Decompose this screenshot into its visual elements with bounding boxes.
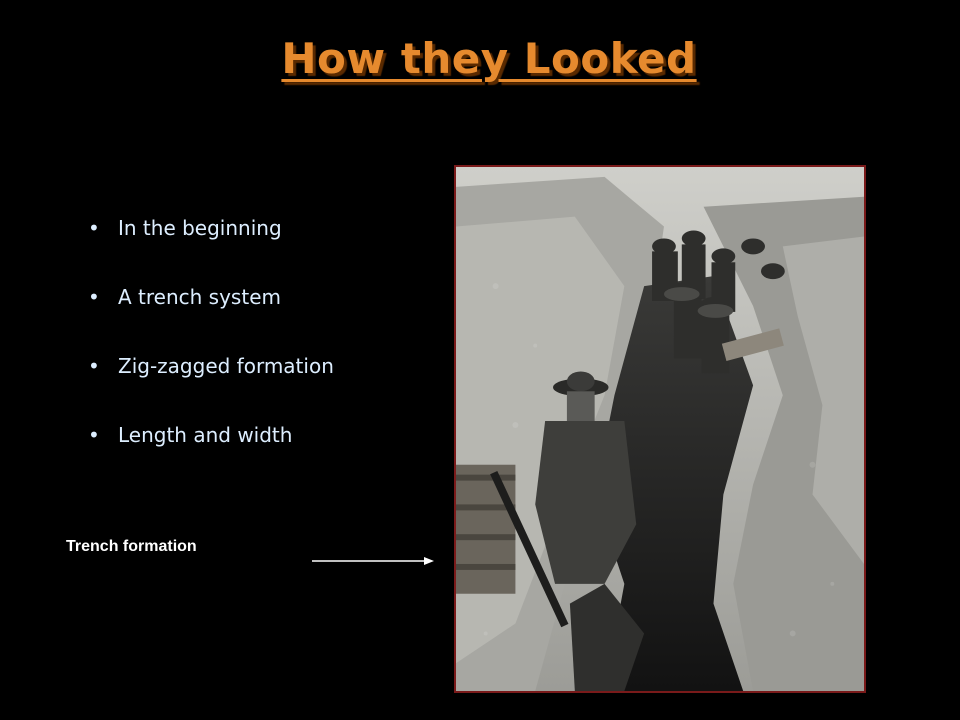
bullet-dot-icon: • xyxy=(88,423,100,447)
bullet-text: Length and width xyxy=(118,423,293,447)
bullet-item xyxy=(88,210,334,279)
bullet-text: In the beginning xyxy=(118,216,282,240)
bullet-dot-icon: • xyxy=(88,354,100,378)
bullet-item xyxy=(88,279,334,348)
bullet-text: Zig-zagged formation xyxy=(118,354,334,378)
bullet-text: A trench system xyxy=(118,285,281,309)
bullet-item xyxy=(88,348,334,417)
bullet-list xyxy=(88,210,334,486)
slide-title: How they Looked xyxy=(281,34,697,83)
trench-photo xyxy=(454,165,866,693)
bullet-dot-icon: • xyxy=(88,216,100,240)
photo-caption: Trench formation xyxy=(66,538,197,555)
arrow-right-icon xyxy=(312,554,436,568)
trench-photo-image xyxy=(456,167,864,691)
bullet-item xyxy=(88,417,334,486)
bullet-dot-icon: • xyxy=(88,285,100,309)
